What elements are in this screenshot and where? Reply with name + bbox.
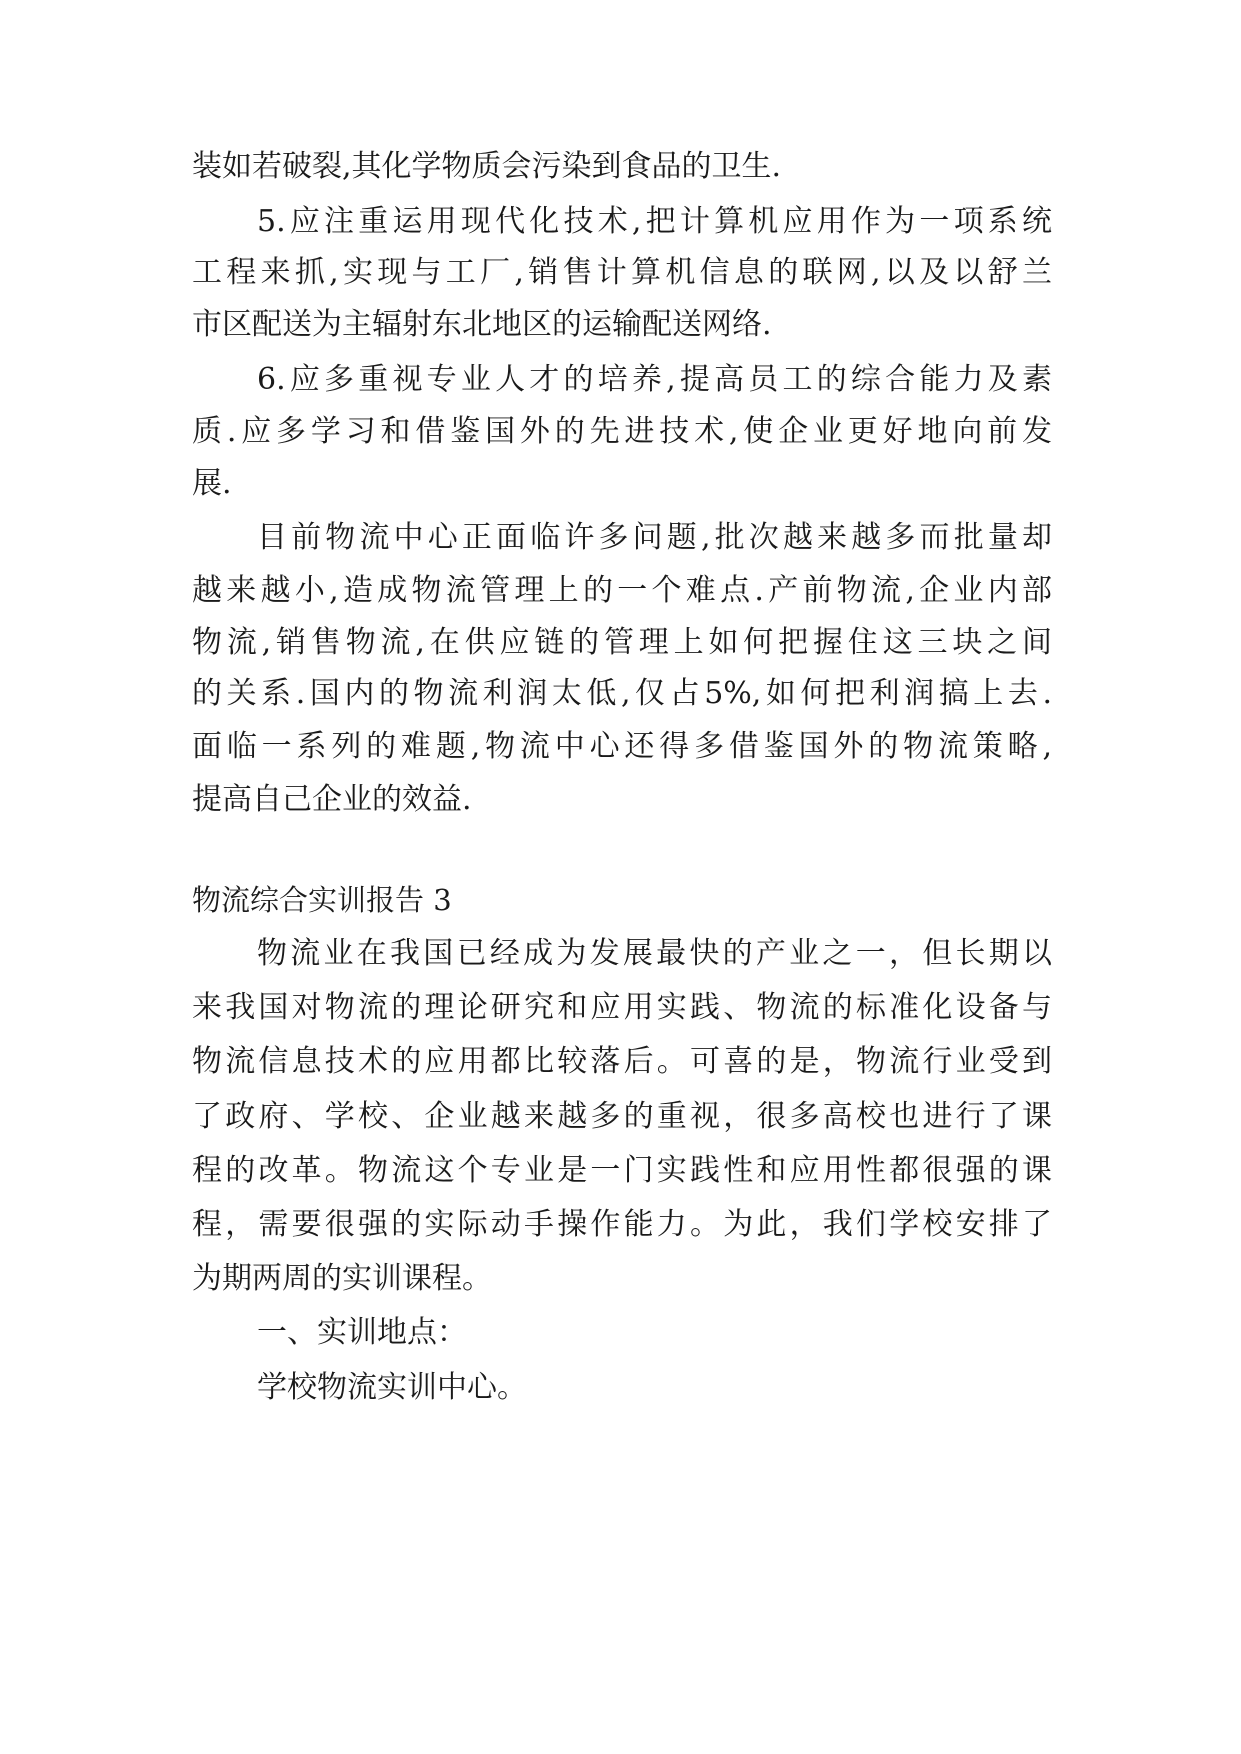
summary-paragraph-line: 物流,销售物流,在供应链的管理上如何把握住这三块之间	[192, 625, 1052, 660]
summary-paragraph-line: 越来越小,造成物流管理上的一个难点.产前物流,企业内部	[192, 573, 1052, 608]
section-heading-location: 一、实训地点：	[257, 1315, 467, 1350]
paragraph-line: 装如若破裂,其化学物质会污染到食品的卫生.	[192, 149, 782, 184]
numbered-item-5-line: 工程来抓,实现与工厂,销售计算机信息的联网,以及以舒兰	[192, 255, 1052, 290]
summary-paragraph-line: 的关系.国内的物流利润太低,仅占5%,如何把利润搞上去.	[192, 676, 1052, 711]
numbered-item-6-line: 质.应多学习和借鉴国外的先进技术,使企业更好地向前发	[192, 414, 1052, 449]
intro-paragraph-line: 程，需要很强的实际动手操作能力。为此，我们学校安排了	[192, 1207, 1052, 1242]
numbered-item-5-line: 5.应注重运用现代化技术,把计算机应用作为一项系统	[257, 204, 1052, 239]
intro-paragraph-line: 来我国对物流的理论研究和应用实践、物流的标准化设备与	[192, 990, 1052, 1025]
intro-paragraph-line: 物流业在我国已经成为发展最快的产业之一，但长期以	[257, 936, 1052, 971]
numbered-item-6-line: 6.应多重视专业人才的培养,提高员工的综合能力及素	[257, 362, 1052, 397]
numbered-item-6-line: 展.	[192, 466, 232, 501]
report-title: 物流综合实训报告 3	[192, 883, 452, 917]
intro-paragraph-line: 物流信息技术的应用都比较落后。可喜的是，物流行业受到	[192, 1044, 1052, 1079]
intro-paragraph-line: 程的改革。物流这个专业是一门实践性和应用性都很强的课	[192, 1153, 1052, 1188]
summary-paragraph-line: 提高自己企业的效益.	[192, 782, 472, 817]
summary-paragraph-line: 面临一系列的难题,物流中心还得多借鉴国外的物流策略,	[192, 729, 1052, 764]
summary-paragraph-line: 目前物流中心正面临许多问题,批次越来越多而批量却	[257, 520, 1052, 555]
intro-paragraph-line: 了政府、学校、企业越来越多的重视，很多高校也进行了课	[192, 1099, 1052, 1134]
numbered-item-5-line: 市区配送为主辐射东北地区的运输配送网络.	[192, 307, 772, 342]
location-value: 学校物流实训中心。	[257, 1370, 527, 1405]
intro-paragraph-line: 为期两周的实训课程。	[192, 1261, 492, 1296]
